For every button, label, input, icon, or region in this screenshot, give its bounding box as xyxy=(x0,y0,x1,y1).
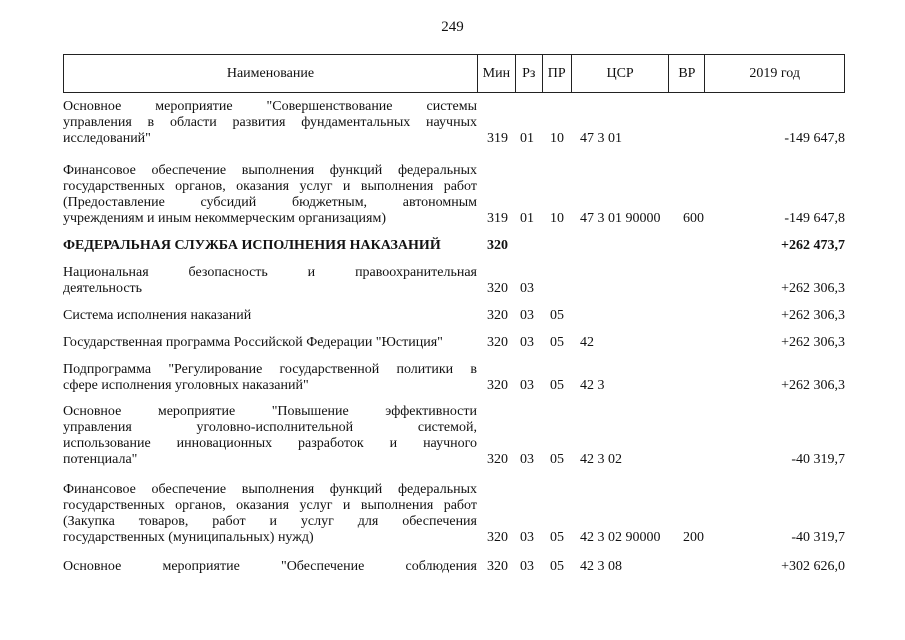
table-row xyxy=(63,163,845,227)
row-name-line: управления в области развития фундаментальных научных xyxy=(63,115,477,130)
row-name-line: Финансовое обеспечение выполнения функций федеральных xyxy=(63,482,477,497)
row-name-line: Система исполнения наказаний xyxy=(63,308,252,323)
row-name-line: государственных органов, оказания услуг и выполнения работ xyxy=(63,179,477,194)
row-min: 320 xyxy=(487,308,508,323)
row-value: +262 306,3 xyxy=(781,335,845,350)
row-name-line: сфере исполнения уголовных наказаний" xyxy=(63,378,309,393)
table-row xyxy=(63,265,845,297)
table-row xyxy=(63,362,845,394)
table-header xyxy=(63,54,845,93)
row-name-line: государственных (муниципальных) нужд) xyxy=(63,530,314,545)
row-name-line: использование инновационных разработок и научного xyxy=(63,436,477,451)
row-csr: 42 3 02 xyxy=(580,452,622,467)
row-value: +262 306,3 xyxy=(781,378,845,393)
row-pr: 05 xyxy=(550,335,564,350)
row-min: 320 xyxy=(487,281,508,296)
row-csr: 42 3 02 90000 xyxy=(580,530,661,545)
row-value: +262 306,3 xyxy=(781,281,845,296)
table-row xyxy=(63,238,845,254)
row-name-line: государственных органов, оказания услуг и выполнения работ xyxy=(63,498,477,513)
row-name-line: исследований" xyxy=(63,131,151,146)
header-name: Наименование xyxy=(226,65,315,81)
row-pr: 05 xyxy=(550,378,564,393)
row-min: 320 xyxy=(487,452,508,467)
header-min: Мин xyxy=(477,55,515,92)
row-name-line: (Предоставление субсидий бюджетным, автономным xyxy=(63,195,477,210)
row-rz: 03 xyxy=(520,378,534,393)
table-row xyxy=(63,404,845,468)
row-rz: 03 xyxy=(520,452,534,467)
row-rz: 01 xyxy=(520,131,534,146)
row-rz: 03 xyxy=(520,559,534,574)
row-csr: 42 3 xyxy=(580,378,605,393)
table-row xyxy=(63,308,845,324)
row-rz: 03 xyxy=(520,335,534,350)
row-name-line: Основное мероприятие "Повышение эффективности xyxy=(63,404,477,419)
row-csr: 42 xyxy=(580,335,594,350)
row-pr: 05 xyxy=(550,559,564,574)
row-min: 320 xyxy=(487,530,508,545)
row-value: -40 319,7 xyxy=(791,530,845,545)
page-number: 249 xyxy=(441,19,464,35)
row-value: -149 647,8 xyxy=(784,211,845,226)
row-rz: 03 xyxy=(520,530,534,545)
row-pr: 10 xyxy=(550,131,564,146)
row-vr: 200 xyxy=(683,530,704,545)
row-name-line: Подпрограмма "Регулирование государственной политики в xyxy=(63,362,477,377)
row-value: -149 647,8 xyxy=(784,131,845,146)
row-value: -40 319,7 xyxy=(791,452,845,467)
row-name-line: Основное мероприятие "Совершенствование системы xyxy=(63,99,477,114)
row-name-line: управления уголовно-исполнительной системой, xyxy=(63,420,477,435)
row-name-line: (Закупка товаров, работ и услуг для обеспечения xyxy=(63,514,477,529)
row-name-line: Национальная безопасность и правоохранительная xyxy=(63,265,477,280)
row-pr: 05 xyxy=(550,530,564,545)
row-min: 320 xyxy=(487,238,508,253)
row-min: 320 xyxy=(487,559,508,574)
row-rz: 03 xyxy=(520,308,534,323)
row-csr: 47 3 01 90000 xyxy=(580,211,661,226)
header-vr: ВР xyxy=(668,55,704,92)
table-row xyxy=(63,482,845,546)
row-name-line: Финансовое обеспечение выполнения функций федеральных xyxy=(63,163,477,178)
row-csr: 47 3 01 xyxy=(580,131,622,146)
row-name-line: Государственная программа Российской Федерации "Юстиция" xyxy=(63,335,443,350)
row-csr: 42 3 08 xyxy=(580,559,622,574)
table-row xyxy=(63,99,845,147)
row-min: 320 xyxy=(487,335,508,350)
row-name-line: потенциала" xyxy=(63,452,138,467)
header-year: 2019 год xyxy=(704,55,844,92)
row-name-line: учреждениям и иным некоммерческим организациям) xyxy=(63,211,387,226)
row-name-line: ФЕДЕРАЛЬНАЯ СЛУЖБА ИСПОЛНЕНИЯ НАКАЗАНИЙ xyxy=(63,238,441,253)
row-min: 319 xyxy=(487,131,508,146)
header-rz: Рз xyxy=(515,55,542,92)
row-rz: 01 xyxy=(520,211,534,226)
row-name-line: Основное мероприятие "Обеспечение соблюдения xyxy=(63,559,477,574)
row-rz: 03 xyxy=(520,281,534,296)
table-row xyxy=(63,559,845,575)
header-pr: ПР xyxy=(542,55,571,92)
row-value: +302 626,0 xyxy=(781,559,845,574)
row-pr: 05 xyxy=(550,308,564,323)
row-pr: 10 xyxy=(550,211,564,226)
row-value: +262 306,3 xyxy=(781,308,845,323)
row-value: +262 473,7 xyxy=(781,238,845,253)
row-min: 319 xyxy=(487,211,508,226)
header-csr: ЦСР xyxy=(571,55,669,92)
row-pr: 05 xyxy=(550,452,564,467)
table-row xyxy=(63,335,845,351)
row-name-line: деятельность xyxy=(63,281,143,296)
row-min: 320 xyxy=(487,378,508,393)
row-vr: 600 xyxy=(683,211,704,226)
